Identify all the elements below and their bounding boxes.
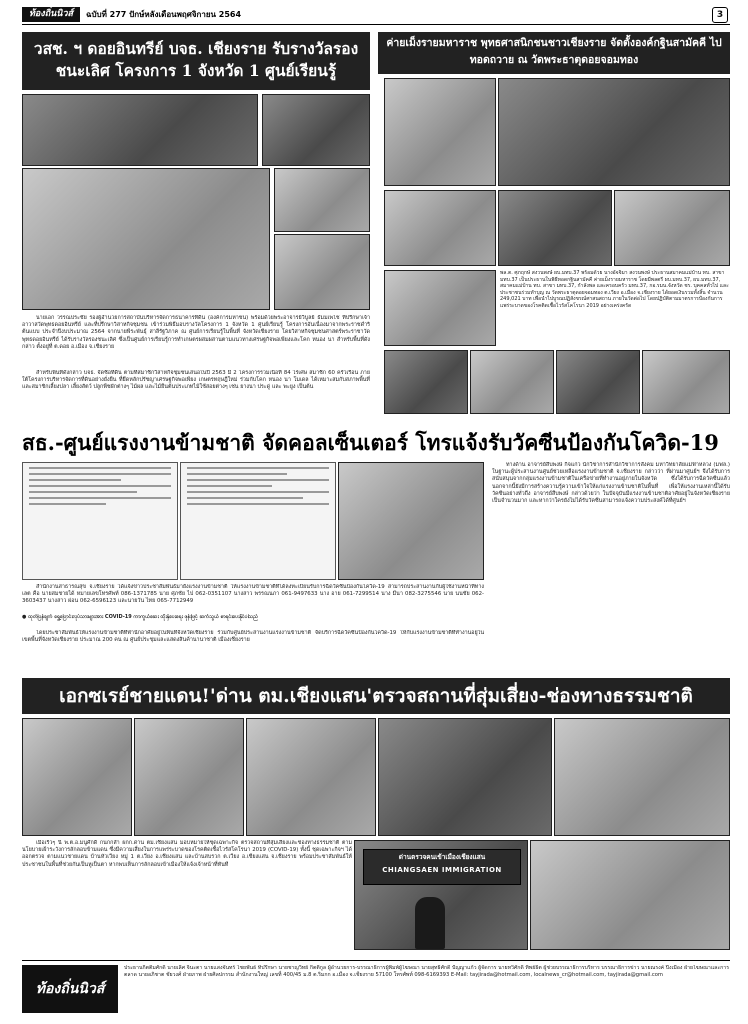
issue-info: ฉบับที่ 277 ปักษ์หลังเดือนพฤศจิกายน 2564: [86, 10, 242, 19]
story2-photo-group-3: [556, 350, 640, 414]
story4-photo-patrol-car: [554, 718, 730, 836]
story2-photo-ceremony-crowd: [498, 78, 730, 186]
masthead-logo: ท้องถิ่นนิวส์: [22, 7, 80, 22]
story3-body-left: สำนักงานสาธารณสุข จ.เชียงราย ได้แจ้งข่าวประชาสัมพันธ์มายังแรงงานข้ามชาติ ให้แรงงานข้ามชาติที่ได้ลงทะเบียนรับการฉีดวัคซีนป้องกันโควิด-19 สามารถประสานงานกับผู้ใช้งานหน้าที่ทางเลต คือ นายสมชายได้ หมายเลขโทรศัพท์ 086-1371785 นาย ศุภชัย ไป 062-0351107 นางสาว พรรณนภา 061-9497633 นาง อาย 061-7299514 นาง มีนา 082-3275546 นาย นนชัย 062-3603437 นางสาว ผ่อน 062-6596123 และนายวัน ไทย 065-7712949: [22, 584, 484, 605]
footer-logo: ท้องถิ่นนิวส์: [22, 965, 118, 1013]
story3-headline: สธ.-ศูนย์แรงงานข้ามชาติ จัดคอลเซ็นเตอร์ โทรแจ้งรับวัคซีนป้องกันโควิด-19: [22, 430, 719, 455]
story1-photo-sign: [262, 94, 370, 166]
story4-headline-banner: [22, 678, 730, 714]
story1-photo-rice-field: [274, 168, 370, 232]
story3-notice-myanmar: [180, 462, 336, 580]
story2-caption: พล.ต. ศุภฤกษ์ สงวนพงษ์ ผบ.มทบ.37 พร้อมด้วย นางอัจจิมา สงวนพงษ์ ประธานสมาคมแม่บ้าน ทบ. สาขา มทบ.37 เป็นประธานในพิธีทอดกฐินสามัคคี ค่ายเม็งรายมหาราช โดยมีพลตรี ผบ.มทบ.37, ผบ.มทบ.37, สมาคมแม่บ้าน ทบ. สาขา มทบ.37, กำลังพล และครอบครัว มทบ.37, กอ.รมน.จังหวัด ชร. บุคคลทั่วไป และประชาชนร่วมทำบุญ ณ วัดพระธาตุดอยจอมทอง ต.เวียง อ.เมือง จ.เชียงราย ได้ยอดเงินรวมทั้งสิ้น จำนวน 249,021 บาท เพื่อนำไปบูรณปฏิสังขรณ์ศาสนสถาน ภายในวัดต่อไป โดยปฏิบัติตามมาตรการป้องกันการแพร่ระบาดของโรคติดเชื้อไวรัสโคโรนา 2019 อย่างเคร่งครัด: [500, 270, 729, 309]
story4-photo-mekong-river: [530, 840, 730, 950]
story4-photo-immigration-office: [378, 718, 552, 836]
story2-photo-pagoda: [384, 78, 496, 186]
story4-headline: เอกซเรย์ชายแดน!'ด่าน ตม.เชียงแสน'ตรวจสถานที่สุ่มเสี่ยง-ช่องทางธรรมชาติ: [59, 685, 693, 707]
story3-body-right: ทางด้าน อาจารย์สืบพงษ์ กิจแก่ว นักวิชาการสำนักวิชาการสังคม มหาวิทยาลัยแม่ฟ้าหลวง (มฟล.) ในฐานะผู้ประสานงานศูนย์ช่วยเหลือแรงงานข้ามชาติ จ.เชียงราย กล่าวว่า ที่ผ่านมาศูนย์ฯ จึงได้รับการสนับสนุนจากกลุ่มแรงงานข้ามชาติในเครือข่ายที่ทำงานอยู่ภายในจังหวัด ซึ่งได้รับการฉีดวัคซีนแล้ว นอกจากนี้ยังมีการสร้างความรู้ความเข้าใจให้แก่แรงงานข้ามชาติในพื้นที่ เพื่อให้แรงงานเหล่านี้ได้รับวัคซีนอย่างทั่วถึง อาจารย์สืบพงษ์ กล่าวด้วยว่า ในปัจจุบันมีแรงงานข้ามชาติอาศัยอยู่ในจังหวัดเชียงราย เป็นจำนวนมาก และหากว่าใครยังไม่ได้รับวัคซีนสามารถแจ้งความประสงค์ได้ที่ศูนย์ฯ: [492, 462, 730, 505]
story2-headline: ค่ายเม็งรายมหาราช พุทธศาสนิกชนชาวเชียงราย จัดตั้งองค์กฐินสามัคคี ไปทอดถวาย ณ วัดพระธาตุดอยจอมทอง: [386, 37, 722, 66]
story2-photo-group-4: [642, 350, 730, 414]
story2-photo-group-2: [470, 350, 554, 414]
story4-photo-checkpoint-road: [246, 718, 376, 836]
story1-body: นายเอก วรรณประชัย รองผู้อำนวยการสถาบันบริหารจัดการธนาคารที่ดิน (องค์การมหาชน) พร้อมด้วยพระอาจารย์วิบูลย์ ธัมมเพโช ที่ปรึกษาเจ้าอาวาสวัดพุทธดอยอินทรีย์ และที่ปรึกษาวิสาหกิจชุมชน เข้าร่วมพิธีมอบรางวัลโครงการ 1 จังหวัด 1 ศูนย์เรียนรู้ โครงการอันเนื่องมาจากพระราชดำริต้นแบบ ประจำปีงบประมาณ 2564 จากนายพีระพันธุ์ สาลีรัฐวิภาค ณ ศูนย์การเรียนรู้ในพื้นที่ จังหวัดเชียงราย โดยวิสาหกิจชุมชนศาสตร์พระราชาวัดพุทธดอยอินทรีย์ ได้รับรางวัลรองชนะเลิศ ซึ่งเป็นศูนย์การเรียนรู้การทำเกษตรผสมผสานตามแนวทางเศรษฐกิจพอเพียงและโคก หนอง นา สำหรับพื้นที่ดังกล่าว ตั้งอยู่ที่ ต.ดอย อ.เมือง จ.เชียงราย: [22, 315, 370, 350]
story3-foreign-note: ● ထုတ်ပြန်ချက် ရွှေ့ပြောင်းလုပ်သားများအား COVID-19 ကာကွယ်ဆေး ထိုးနှံပေးရေး ဖုန်းဖြင့် ဆက်သွယ် စာရင်းပေးနိုင်ပါသည်: [22, 614, 259, 620]
story1-photo-aerial-farm: [22, 168, 270, 310]
immigration-sign-thai: ด่านตรวจคนเข้าเมืองเชียงแสน: [398, 853, 486, 861]
masthead: [22, 6, 730, 25]
story2-photo-hall: [384, 190, 496, 266]
story2-headline-banner: [378, 32, 730, 74]
story4-photo-riverbank: [134, 718, 244, 836]
immigration-sign-board: [363, 849, 521, 885]
story2-photo-officers: [498, 190, 612, 266]
story1-body-2: สำหรับพื้นที่ดังกล่าว บจธ. จัดซื้อที่ดิน ตามที่สมาชิกวิสาหกิจชุมชนเสนอในปี 2563 มี 2 โครงการรวมเนื้อที่ 84 ไร่เศษ สมาชิก 60 ครัวเรือน ภายใต้โครงการบริหารจัดการที่ดินอย่างยั่งยืน ที่ยึดหลักปรัชญาเศรษฐกิจพอเพียง เกษตรทฤษฎีใหม่ ร่วมกับโคก หนอง นา โมเดล ได้เหมาะสมกับสภาพพื้นที่ และสมาชิกเลี้ยงปลา เลี้ยงสัตว์ ปลูกพืชผักต่างๆ ไม้ผล และไม้ยืนต้นประเภทไม้ใช้สอยต่างๆ เช่น ยางนา ประดู่ และ พะยูง เป็นต้น: [22, 370, 370, 391]
immigration-sign-english: CHIANGSAEN IMMIGRATION: [382, 866, 502, 874]
story2-photo-group-1: [384, 350, 468, 414]
story2-photo-portrait: [384, 270, 496, 346]
story2-photo-monks: [614, 190, 730, 266]
story1-headline: วสช. ฯ ดอยอินทรีย์ บจธ. เชียงราย รับรางวัลรองชนะเลิศ โครงการ 1 จังหวัด 1 ศูนย์เรียนรู้: [33, 39, 359, 80]
footer-credits: ประธานกิตติมศักดิ์ นายเลิศ จินะตา นายแสงจันทร์ ไชยพันธ์ ที่ปรึกษา นายชาญวิทย์ กิตติกูล ผู้อำนวยการ-บรรณาธิการผู้พิมพ์ผู้โฆษณา นายสุทธิศักดิ์ ปัญญาแก้ว ผู้จัดการ นายทวีศักดิ์ ทิพย์ธิต ผู้ช่วยบรรณาธิการบริหาร บรรณาธิการข่าว นายณรงค์ ปิงเมือง ฝ่ายโฆษณาและการตลาด นายอภิชาต ชัยวงศ์ ฝ่ายภาพ ฝ่ายศิลปกรรม สำนักงานใหญ่ เลขที่ 400/45 ม.8 ต.ริมกก อ.เมือง จ.เชียงราย 57100 โทรศัพท์ 098-6169393 E-Mail: tayjirada@hotmail.com, localnews_cr@hotmail.com, tayjirada@gmail.com: [124, 965, 729, 978]
story1-photo-ceremony: [22, 94, 258, 166]
story4-body: เมื่อเร็วๆ นี้ พ.ต.อ.มนูศักดิ์ กนกกลำ ผกก.ด่าน ตม.เชียงแสน มอบหมายให้ชุดเฉพาะกิจ ตรวจสถานที่สุ่มเสี่ยงและช่องทางธรรมชาติ ตามนโยบายเฝ้าระวังการลักลอบข้ามแดน ซึ่งมีความเสี่ยงในการแพร่ระบาดของโรคติดเชื้อไวรัสโคโรนา 2019 (COVID-19) ทั้งนี้ ชุดเฉพาะกิจฯ ได้ออกตรวจ ตามแนวชายแดน บ้านหัวเวียง หมู่ 1 ต.เวียง อ.เชียงแสน และบ้านสบรวก ต.เวียง อ.เชียงแสน จ.เชียงราย พร้อมประชาสัมพันธ์ให้ประชาชนในพื้นที่ช่วยกันเป็นหูเป็นตา หากพบเห็นการลักลอบเข้าเมืองให้แจ้งเจ้าหน้าที่ทันที: [22, 840, 352, 868]
story3-body-left-2: โดยประชาสัมพันธ์ให้แรงงานข้ามชาติที่พำนักอาศัยอยู่ในพื้นที่จังหวัดเชียงราย ร่วมกับศูนย์ประสานงานแรงงานข้ามชาติ จัดบริการฉีดวัคซีนป้องกันโควิด-19 ให้กับแรงงานข้ามชาติที่ทำงานอยู่ในเขตพื้นที่จังหวัดเชียงราย ประมาณ 200 คน ณ ศูนย์ประชุมและแสดงสินค้านานาชาติ เมืองเชียงราย: [22, 630, 484, 644]
story3-photo-vaccination: [338, 462, 484, 580]
story4-photo-immigration-sign: [354, 840, 528, 950]
story4-photo-building: [22, 718, 132, 836]
officer-figure: [415, 897, 445, 949]
footer: [22, 960, 730, 1017]
page-number: 3: [712, 7, 728, 23]
story1-headline-banner: [22, 32, 370, 90]
story3-notice-thai: [22, 462, 178, 580]
story1-photo-fields: [274, 234, 370, 310]
